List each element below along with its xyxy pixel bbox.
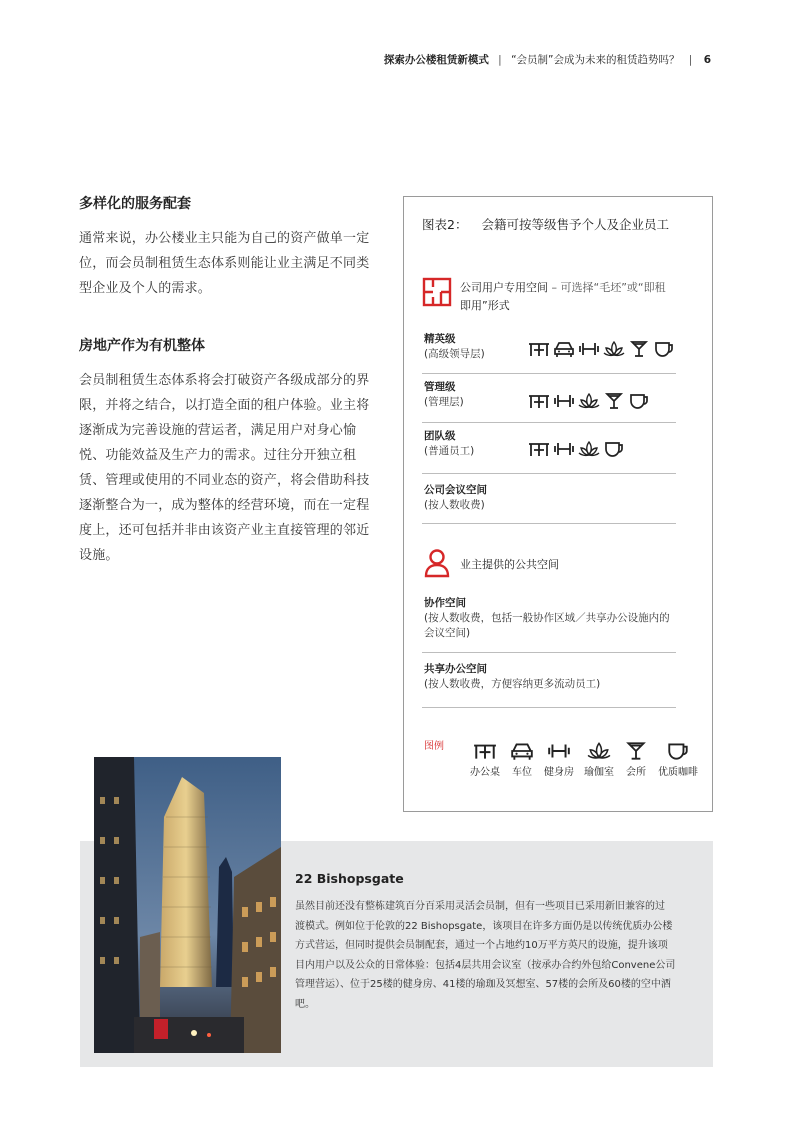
lotus-icon <box>603 340 625 358</box>
paragraph-line: 度上，还可包括并非由该资产业主直接管理的邻近 <box>79 523 370 538</box>
legend-text: 会所 <box>626 767 646 778</box>
gym-icon <box>553 392 575 410</box>
legend-item-club <box>624 741 648 778</box>
legend-text: 健身房 <box>544 767 574 778</box>
tier-team-icons <box>528 440 625 458</box>
divider <box>422 473 676 474</box>
meeting-space-name: 公司会议空间 <box>424 484 487 496</box>
case-study-line: 方式营运，但同时提供会员制配套，通过一个占地约10万平方英尺的设施，提升该项 <box>295 940 668 951</box>
cocktail-icon <box>603 392 625 410</box>
tier-elite-icons <box>528 340 675 358</box>
cocktail-icon <box>624 741 648 761</box>
divider <box>422 422 676 423</box>
car-icon <box>510 741 534 761</box>
tier-manager <box>424 380 464 410</box>
page-number: 6 <box>703 54 711 66</box>
legend-text: 瑜伽室 <box>584 767 614 778</box>
corporate-space-option: – 可选择“毛坯”或“即租 <box>548 281 666 294</box>
header-title: 探索办公楼租赁新模式 <box>383 54 489 66</box>
membership-chart-box <box>403 196 713 812</box>
lotus-icon <box>578 440 600 458</box>
building-photo <box>94 757 281 1053</box>
coffee-icon <box>666 741 690 761</box>
shared-office-sub: (按人数收费，方便容纳更多流动员工) <box>424 678 601 690</box>
cowork-space-sub: (按人数收费，包括一般协作区域／共享办公设施内的 <box>424 612 670 624</box>
paragraph-line: 逐渐整合为一，成为整体的经营环境，而在一定程 <box>79 498 370 513</box>
car-icon <box>553 340 575 358</box>
shared-office-name: 共享办公空间 <box>424 663 487 675</box>
tier-sub: (高级领导层) <box>424 348 485 360</box>
divider <box>422 652 676 653</box>
divider <box>422 523 676 524</box>
lotus-icon <box>587 741 611 761</box>
running-header <box>384 52 711 67</box>
corporate-space-title <box>460 279 700 315</box>
desk-icon <box>528 440 550 458</box>
case-study-line: 管理营运）、位于25楼的健身房、41楼的瑜珈及冥想室、57楼的会所及60楼的空中酒 <box>295 979 671 990</box>
paragraph-line: 限，并将之结合，以打造全面的租户体验。业主将 <box>79 398 370 413</box>
paragraph-organic <box>79 368 397 568</box>
person-icon <box>424 548 450 578</box>
case-study-body <box>295 897 695 1014</box>
desk-icon <box>473 741 497 761</box>
tier-name: 管理级 <box>424 381 456 393</box>
gym-icon <box>578 340 600 358</box>
header-separator: | <box>498 54 502 66</box>
legend-text: 优质咖啡 <box>658 767 698 778</box>
legend-item-coffee <box>658 741 698 778</box>
legend-item-desk <box>470 741 500 778</box>
coffee-icon <box>603 440 625 458</box>
cocktail-icon <box>628 340 650 358</box>
legend-label: 图例 <box>424 741 444 752</box>
paragraph-services <box>79 226 397 301</box>
paragraph-line: 悦、功能效益及生产力的需求。过往分开独立租 <box>79 448 357 463</box>
legend-item-gym <box>544 741 574 778</box>
landlord-space-title: 业主提供的公共空间 <box>460 558 559 571</box>
cowork-space-sub-cont: 会议空间) <box>424 627 471 639</box>
gym-icon <box>553 440 575 458</box>
case-study-line: 吧。 <box>295 998 315 1010</box>
header-page-separator: | <box>688 54 693 66</box>
paragraph-line: 通常来说，办公楼业主只能为自己的资产做单一定 <box>79 231 370 246</box>
paragraph-line: 型企业及个人的需求。 <box>79 281 212 296</box>
floorplan-icon <box>422 277 452 307</box>
divider <box>422 373 676 374</box>
paragraph-line: 赁、管理或使用的不同业态的资产，将会借助科技 <box>79 473 370 488</box>
meeting-space-sub: (按人数收费) <box>424 499 485 511</box>
section-heading-services: 多样化的服务配套 <box>79 196 191 212</box>
shared-office-space <box>424 662 600 692</box>
desk-icon <box>528 392 550 410</box>
paragraph-line: 位，而会员制租赁生态体系则能让业主满足不同类 <box>79 256 370 271</box>
tier-name: 精英级 <box>424 333 456 345</box>
tier-sub: (管理层) <box>424 396 464 408</box>
paragraph-line: 设施。 <box>79 548 119 563</box>
tier-manager-icons <box>528 392 650 410</box>
coffee-icon <box>653 340 675 358</box>
corporate-space-option-cont: 即用”形式 <box>460 299 510 312</box>
legend-text: 办公桌 <box>470 767 500 778</box>
coffee-icon <box>628 392 650 410</box>
paragraph-line: 逐渐成为完善设施的营运者，满足用户对身心愉 <box>79 423 357 438</box>
legend-item-car <box>510 741 534 778</box>
chart-title <box>422 215 669 233</box>
paragraph-line: 会员制租赁生态体系将会打破资产各级成部分的界 <box>79 373 370 388</box>
cowork-space <box>424 596 670 641</box>
section-heading-organic: 房地产作为有机整体 <box>79 338 205 354</box>
lotus-icon <box>578 392 600 410</box>
case-study-title: 22 Bishopsgate <box>295 871 404 886</box>
case-study-line: 渡模式。例如位于伦敦的22 Bishopsgate，该项目在许多方面仍是以传统优质办公楼 <box>295 920 673 932</box>
meeting-space <box>424 483 487 513</box>
divider <box>422 707 676 708</box>
chart-title-text: 会籍可按等级售予个人及企业员工 <box>481 217 669 232</box>
tier-team <box>424 429 474 459</box>
tier-name: 团队级 <box>424 430 456 442</box>
tier-sub: (普通员工) <box>424 445 475 457</box>
desk-icon <box>528 340 550 358</box>
case-study-line: 虽然目前还没有整栋建筑百分百采用灵活会员制，但有一些项目已采用新旧兼容的过 <box>295 901 665 912</box>
chart-label: 图表2： <box>422 217 468 232</box>
corporate-space-name: 公司用户专用空间 <box>460 281 548 294</box>
header-subtitle: “会员制”会成为未来的租赁趋势吗？ <box>511 54 680 66</box>
legend-text: 车位 <box>512 767 532 778</box>
legend <box>470 741 698 778</box>
gym-icon <box>547 741 571 761</box>
tier-elite <box>424 332 485 362</box>
cowork-space-name: 协作空间 <box>424 597 466 609</box>
case-study-line: 目内用户以及公众的日常体验：包括4层共用会议室（按承办合约外包给Convene公司 <box>295 959 676 971</box>
legend-item-yoga <box>584 741 614 778</box>
